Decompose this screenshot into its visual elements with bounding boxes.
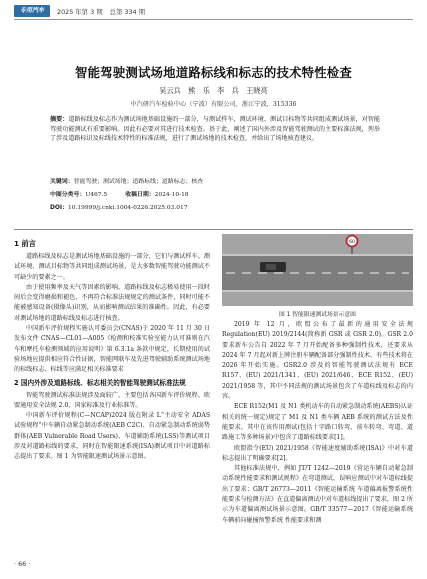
author: 吴云兵	[159, 86, 181, 95]
figure-caption: 图 1 智能限速测试场景示意图	[279, 312, 356, 318]
right-column	[222, 320, 413, 526]
abstract-text: 道路标线及标志作为测试场地基础设施的一部分，与测试样车、测试环境、测试目标物等共同组成测试场景，对智能驾驶功能测试有重要影响。因此有必要对其进行技术检查。基于此，阐述了国内外涉及智能驾驶测试的主要标准法规，列举了涉及道路标识及标线技术特性的标准法规，进行了测试场地的技术检查，并给出了场地核查建议。	[50, 116, 381, 143]
section-heading: 1 前言	[14, 239, 36, 248]
doi-line	[50, 202, 380, 211]
abstract	[50, 115, 380, 144]
keywords-text: 智能驾驶；测试场地；道路标线；道路标志；核查	[73, 179, 204, 185]
classification-line	[50, 189, 380, 198]
paragraph: 欧盟指令(EU) 2021/1958《智能速度辅助系统(ISA)》中对车道标志提出了明确要求[2]。	[222, 444, 413, 462]
keywords	[50, 176, 380, 185]
clc-value: U467.5	[85, 192, 108, 198]
paragraph: 道路标线及标志是测试场地基础设施的一部分，它们与测试样车、测试环境、测试目标物等共同组成测试场景，是大多数智能驾驶功能测试不可缺少的要素之一。	[14, 253, 210, 281]
paragraph: ECE R152(M1 及 N1 类机动车的自动紧急制动系统(AEBS)认证相关的统一规定)规定了 M1 及 N1 类车辆 AEB 系统的测试方法及性能要求，其中在该作用测试(包括十字路口转弯、前车转弯、弯道、道路施工等多种场景)中包含了道路标线要求[1]。	[222, 403, 413, 442]
speed-limit-value: 60	[349, 240, 355, 245]
left-column	[14, 236, 210, 463]
article-title: 智能驾驶测试场地道路标线和标志的技术特性检查	[75, 65, 352, 80]
doi-label: DOI：	[50, 205, 68, 211]
total-issue-label: 总第 334 期	[109, 7, 146, 16]
paragraph: 中国新车评价规程(C—NCAP)2024 版在附录 L“主动安全 ADAS 试验规程”中车辆自动紧急制动系统(AEB C2C)、自动紧急制动系统弱势群体(AEB Vulnerable Road Users)、车道辅助系统(LSS)等测试项目涉及对道路标线的要求，同时在智能限速系统(ISA)测试项目中对道路标志提出了要求。图 1 为智能限速测试场景示意图。	[14, 412, 210, 461]
running-header	[0, 0, 427, 22]
author: 王晓亮	[246, 86, 268, 95]
section-heading: 2 国内外涉及道路标线、标志相关的智能驾驶测试标准法规	[14, 378, 186, 387]
affiliation: 中汽研汽车检验中心（宁波）有限公司，浙江宁波，315336	[130, 101, 297, 108]
author-list	[0, 86, 427, 96]
clc-label: 中图分类号：	[50, 192, 86, 198]
paragraph: 其他标准法规中，例如 JT/T 1242—2019《营运车辆自动紧急制动系统性能要求和测试规程》在弯道测试、误响应测试中对车道标线提出了要求；GB/T 26773—2011《智能运输系统 车道偏离报警系统性能要求与检测方法》在直道偏离测试中对车道标线提出了要求，图 2 所示为车道偏离测试场景示意图。GB/T 33577—2017《智能运输系统 车辆前向碰撞预警系统 性能要求和测	[222, 465, 413, 524]
figure-isa-scene	[222, 234, 413, 306]
header-rule	[14, 19, 413, 20]
received-label: 收稿日期：	[125, 192, 155, 198]
journal-logo: 专用汽车	[14, 5, 50, 17]
author: 李 兵	[217, 86, 239, 95]
paragraph: 中国新车评价规程实施认可委员会(CNAS)于 2020 年 11 月 30 日发布文件 CNAS—CL01—A005《检测和校准实验室能力认可准则在汽车和摩托车检测领域的应用说明》第 6.3.1a 条款中规定，长期使用的试验场地应提供相应符合性证据，智能网联车及先进驾驶辅助系统测试场地的标线标志、标线等应满足相关标准要求	[14, 325, 210, 374]
received-value: 2024-10-18	[154, 192, 189, 198]
abstract-label: 摘要：	[50, 116, 69, 123]
road-scene-illustration	[222, 234, 413, 306]
keywords-label: 关键词：	[50, 179, 74, 185]
issue-label: 2025 年第 3 期	[57, 7, 103, 16]
author: 熊 乐	[188, 86, 210, 95]
paragraph: 由于使用频率及天气等因素的影响，道路标线及标志极易使用一段时间后会变得磨损和褪色，不再符合标准法规规定的测试条件，同时可能不能被感知设备(摄像头)识别，从而影响测试结果的准确性。因此，有必要对测试场地的道路标线及标志进行核查。	[14, 283, 210, 322]
paragraph: 智能驾驶测试标准法规涉及面较广，主要包括各国新车评价规程、欧盟通用安全法规 2.0、国家标准及行业标准等。	[14, 391, 210, 409]
section-divider	[14, 229, 413, 230]
page-number: · 66 ·	[14, 560, 31, 568]
paragraph: 2019 年 12 月，欧盟公布了最新的通用安全法规 Regulation(EU) 2019/2144(简称新 GSR 或 GSR 2.0)。GSR 2.0 要求新车公告自 2022 年 7 月开始配备多种强制性技术，还要求从 2024 年 7 月起对新上牌注册车辆配备部分强制性技术，有些技术将在 2026 年开始实施。GSR2.0 涉及的智能驾驶测试法规有 ECE R157、(EU) 2021/1341、(EU) 2021/646、ECE R152、(EU) 2021/1958 等，其中不同法规的测试场景包含了车道标线及标志的内容。	[222, 321, 413, 401]
doi-value: 10.19999/j.cnki.1004-0226.2025.03.017	[67, 205, 188, 211]
